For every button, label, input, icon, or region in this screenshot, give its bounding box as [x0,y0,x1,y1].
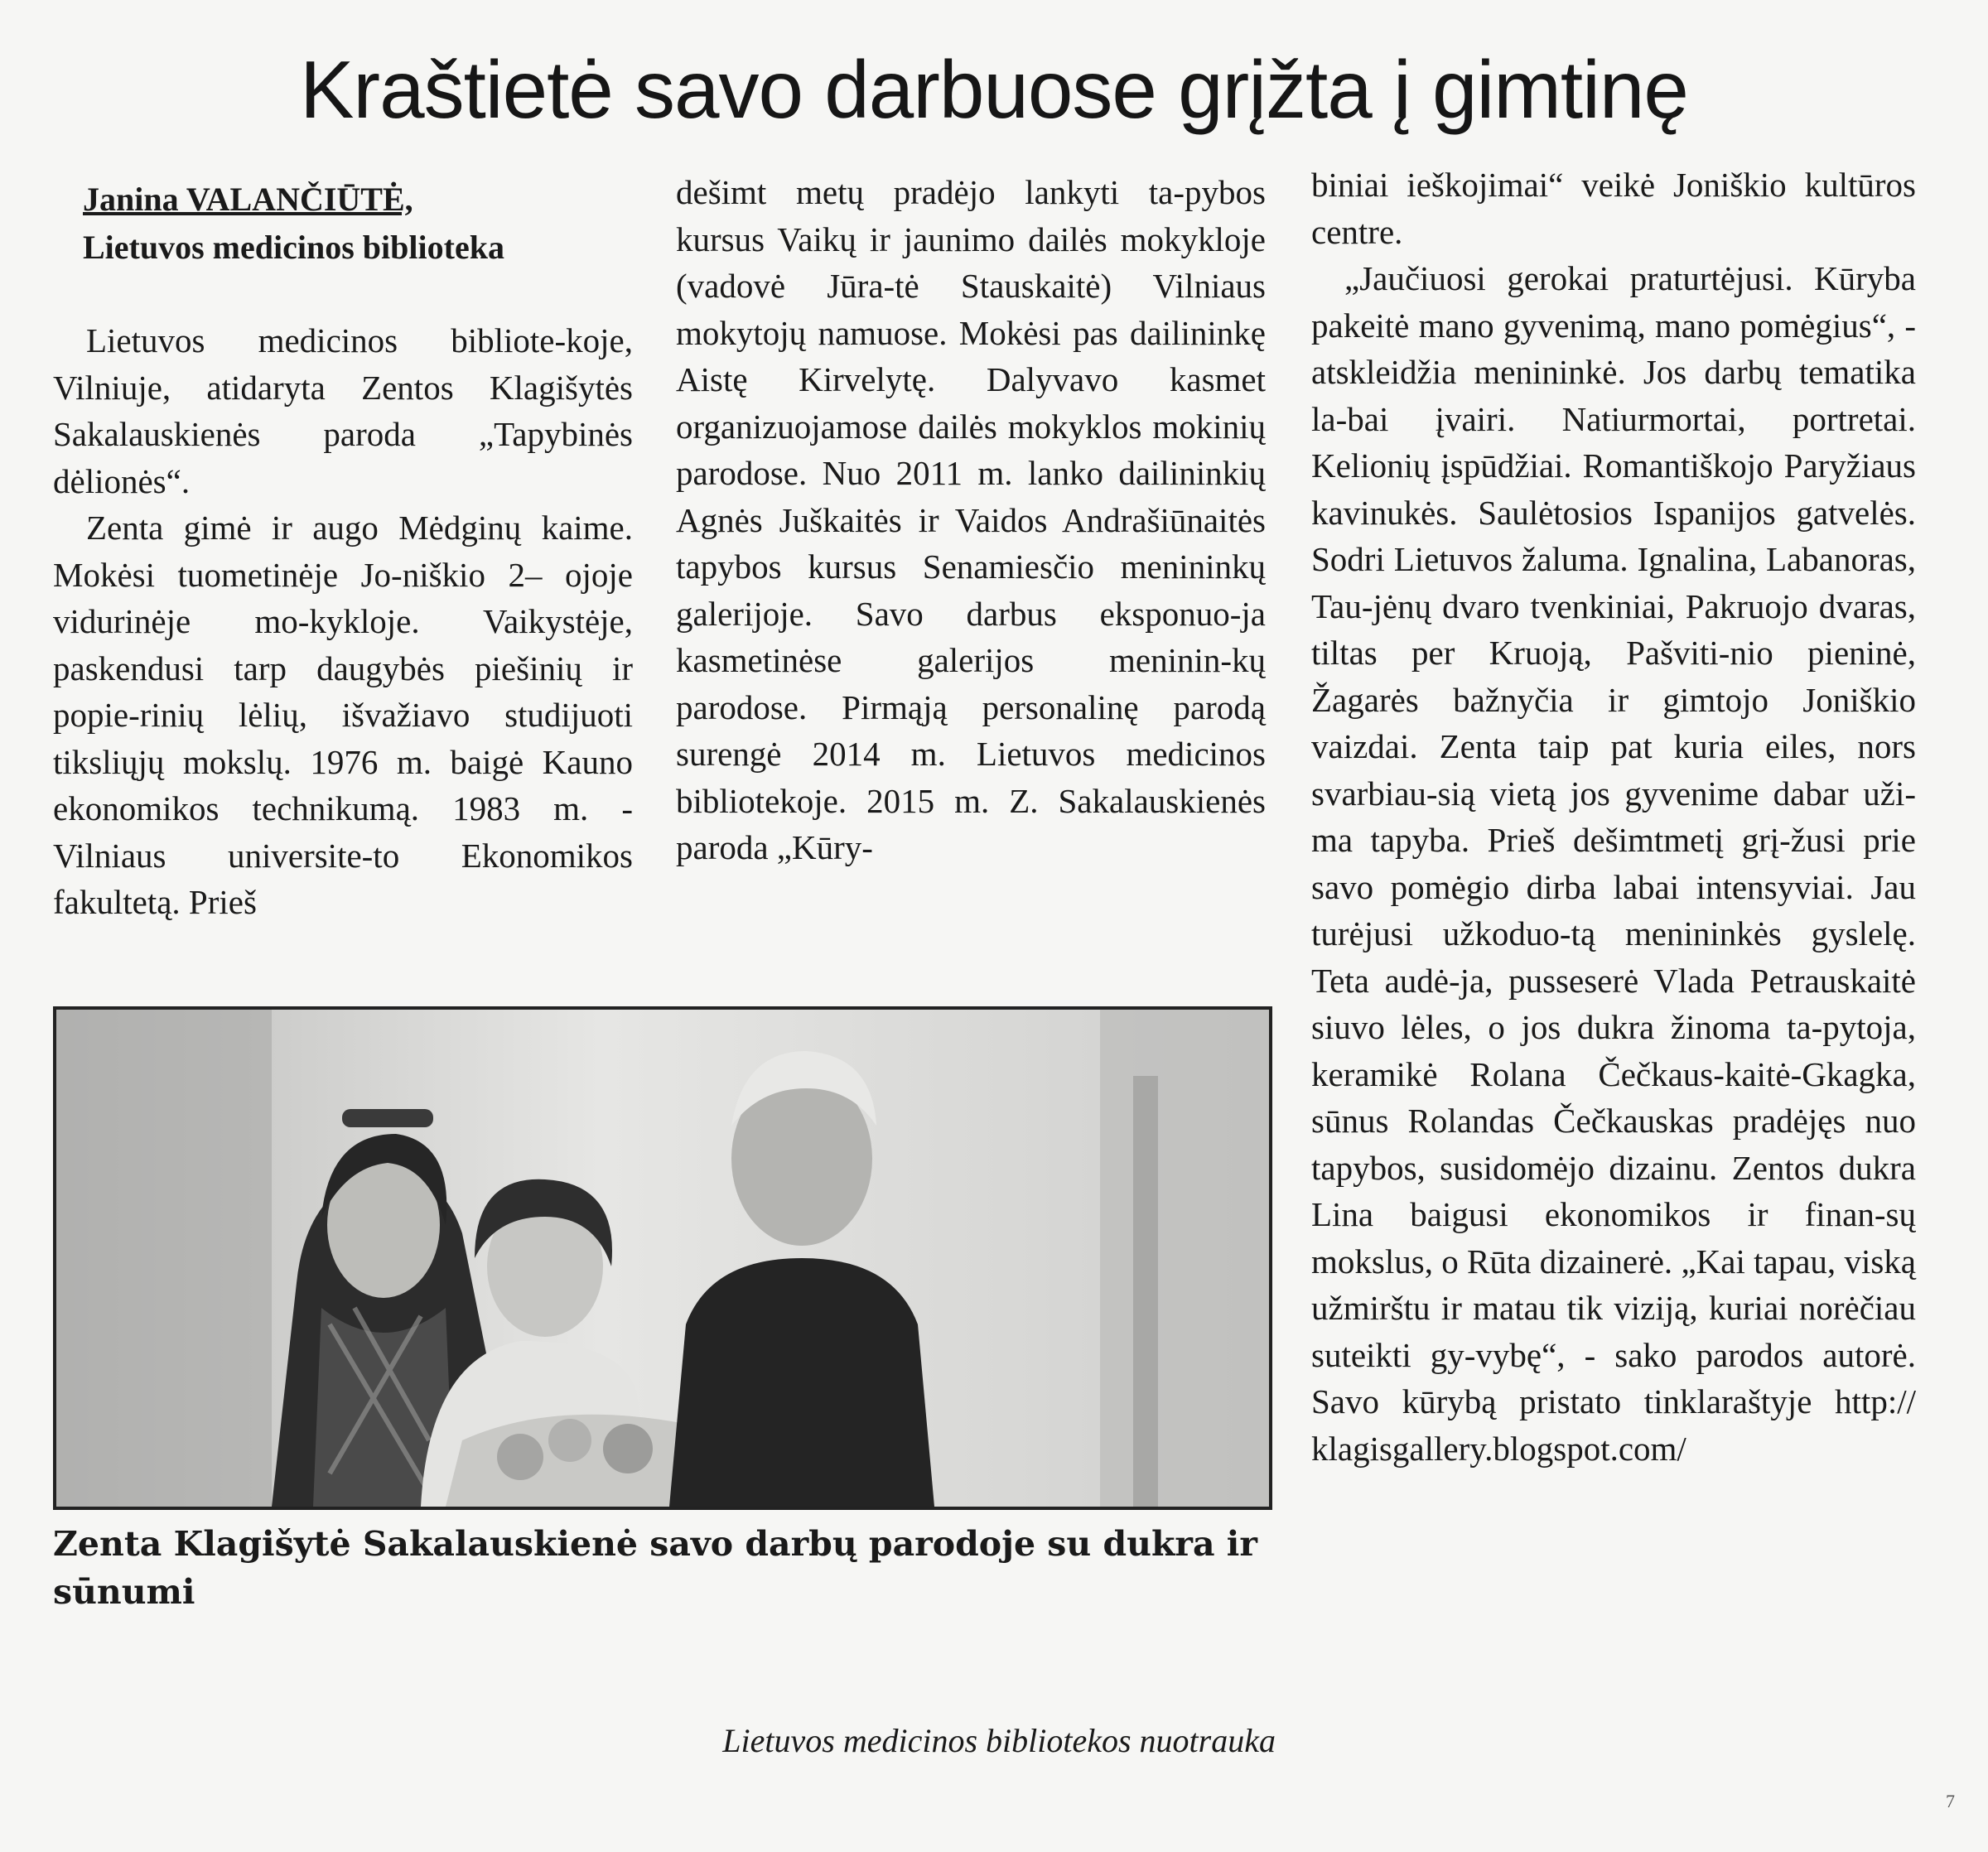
author-name: Janina VALANČIŪTĖ, [83,181,413,218]
paragraph: dešimt metų pradėjo lankyti ta-pybos kursus Vaikų ir jaunimo dailės mokykloje (vadovė Jūra-tė Stauskaitė) Vilniaus mokytojų namuose. Mokėsi pas dailininkę Aistę Kirvelytę. Dalyvavo kasmet organizuojamose dailės mokyklos mokinių parodose. Nuo 2011 m. lanko dailininkių Agnės Juškaitės ir Vaidos Andrašiūnaitės tapybos kursus Senamiesčio menininkų galerijoje. Savo darbus eksponuo-ja kasmetinėse galerijos meninin-kų parodose. Pirmąją personalinę parodą surengė 2014 m. Lietuvos medicinos bibliotekoje. 2015 m. Z. Sakalauskienės paroda „Kūry- [676,173,1266,866]
paragraph: Zenta gimė ir augo Mėdginų kaime. Mokėsi tuometinėje Jo-niškio 2– ojoje vidurinėje mo-kykloje. Vaikystėje, paskendusi tarp daugybės piešinių ir popie-rinių lėlių, išvažiavo studijuoti tiksliųjų mokslų. 1976 m. baigė Kauno ekonomikos technikumą. 1983 m. - Vilniaus universite-to Ekonomikos fakultetą. Prieš [53,509,633,921]
page-mark: 7 [1946,1791,1955,1811]
photo-image [56,1010,1269,1507]
column-3 [1311,162,1916,1472]
photo-caption: Zenta Klagišytė Sakalauskienė savo darbų parodoje su dukra ir sūnumi [53,1524,1257,1612]
author-organization: Lietuvos medicinos biblioteka [83,229,504,266]
photo-credit: Lietuvos medicinos bibliotekos nuotrauka [722,1722,1276,1759]
column-2 [676,169,1266,871]
article-photo [53,1006,1272,1510]
paragraph: biniai ieškojimai“ veikė Joniškio kultūros centre. [1311,166,1916,251]
paragraph: Lietuvos medicinos bibliote-koje, Vilniuje, atidaryta Zentos Klagišytės Sakalauskienės paroda „Tapybinės dėlionės“. [53,321,633,500]
byline [83,176,646,272]
column-1 [53,317,633,926]
headline: Kraštietė savo darbuose grįžta į gimtinę [300,44,1688,135]
paragraph: „Jaučiuosi gerokai praturtėjusi. Kūryba pakeitė mano gyvenimą, mano pomėgius“, - atskleidžia menininkė. Jos darbų tematika la-bai įvairi. Natiurmortai, portretai. Kelionių įspūdžiai. Romantiškojo Paryžiaus kavinukės. Saulėtosios Ispanijos gatvelės. Sodri Lietuvos žaluma. Ignalina, Labanoras, Tau-jėnų dvaro tvenkiniai, Pakruojo dvaras, tiltas per Kruoją, Pašviti-nio pieninė, Žagarės bažnyčia ir gimtojo Joniškio vaizdai. Zenta taip pat kuria eiles, nors svarbiau-sią vietą jos gyvenime dabar uži-ma tapyba. Prieš dešimtmetį grį-žusi prie savo pomėgio dirba labai intensyviai. Jau turėjusi užkoduo-tą menininkės gyslelę. Teta audė-ja, pusseserė Vlada Petrauskaitė siuvo lėles, o jos dukra žinoma ta-pytoja, keramikė Rolana Čečkaus-kaitė-Gkagka, sūnus Rolandas Čečkauskas pradėjęs nuo tapybos, susidomėjo dizainu. Zentos dukra Lina baigusi ekonomikos ir finan-sų mokslus, o Rūta dizainerė. „Kai tapau, viską užmirštu ir matau tik viziją, kuriai norėčiau suteikti gy-vybę“, - sako parodos autorė. Savo kūrybą pristato tinklaraštyje http:// klagisgallery.blogspot.com/ [1311,259,1916,1468]
